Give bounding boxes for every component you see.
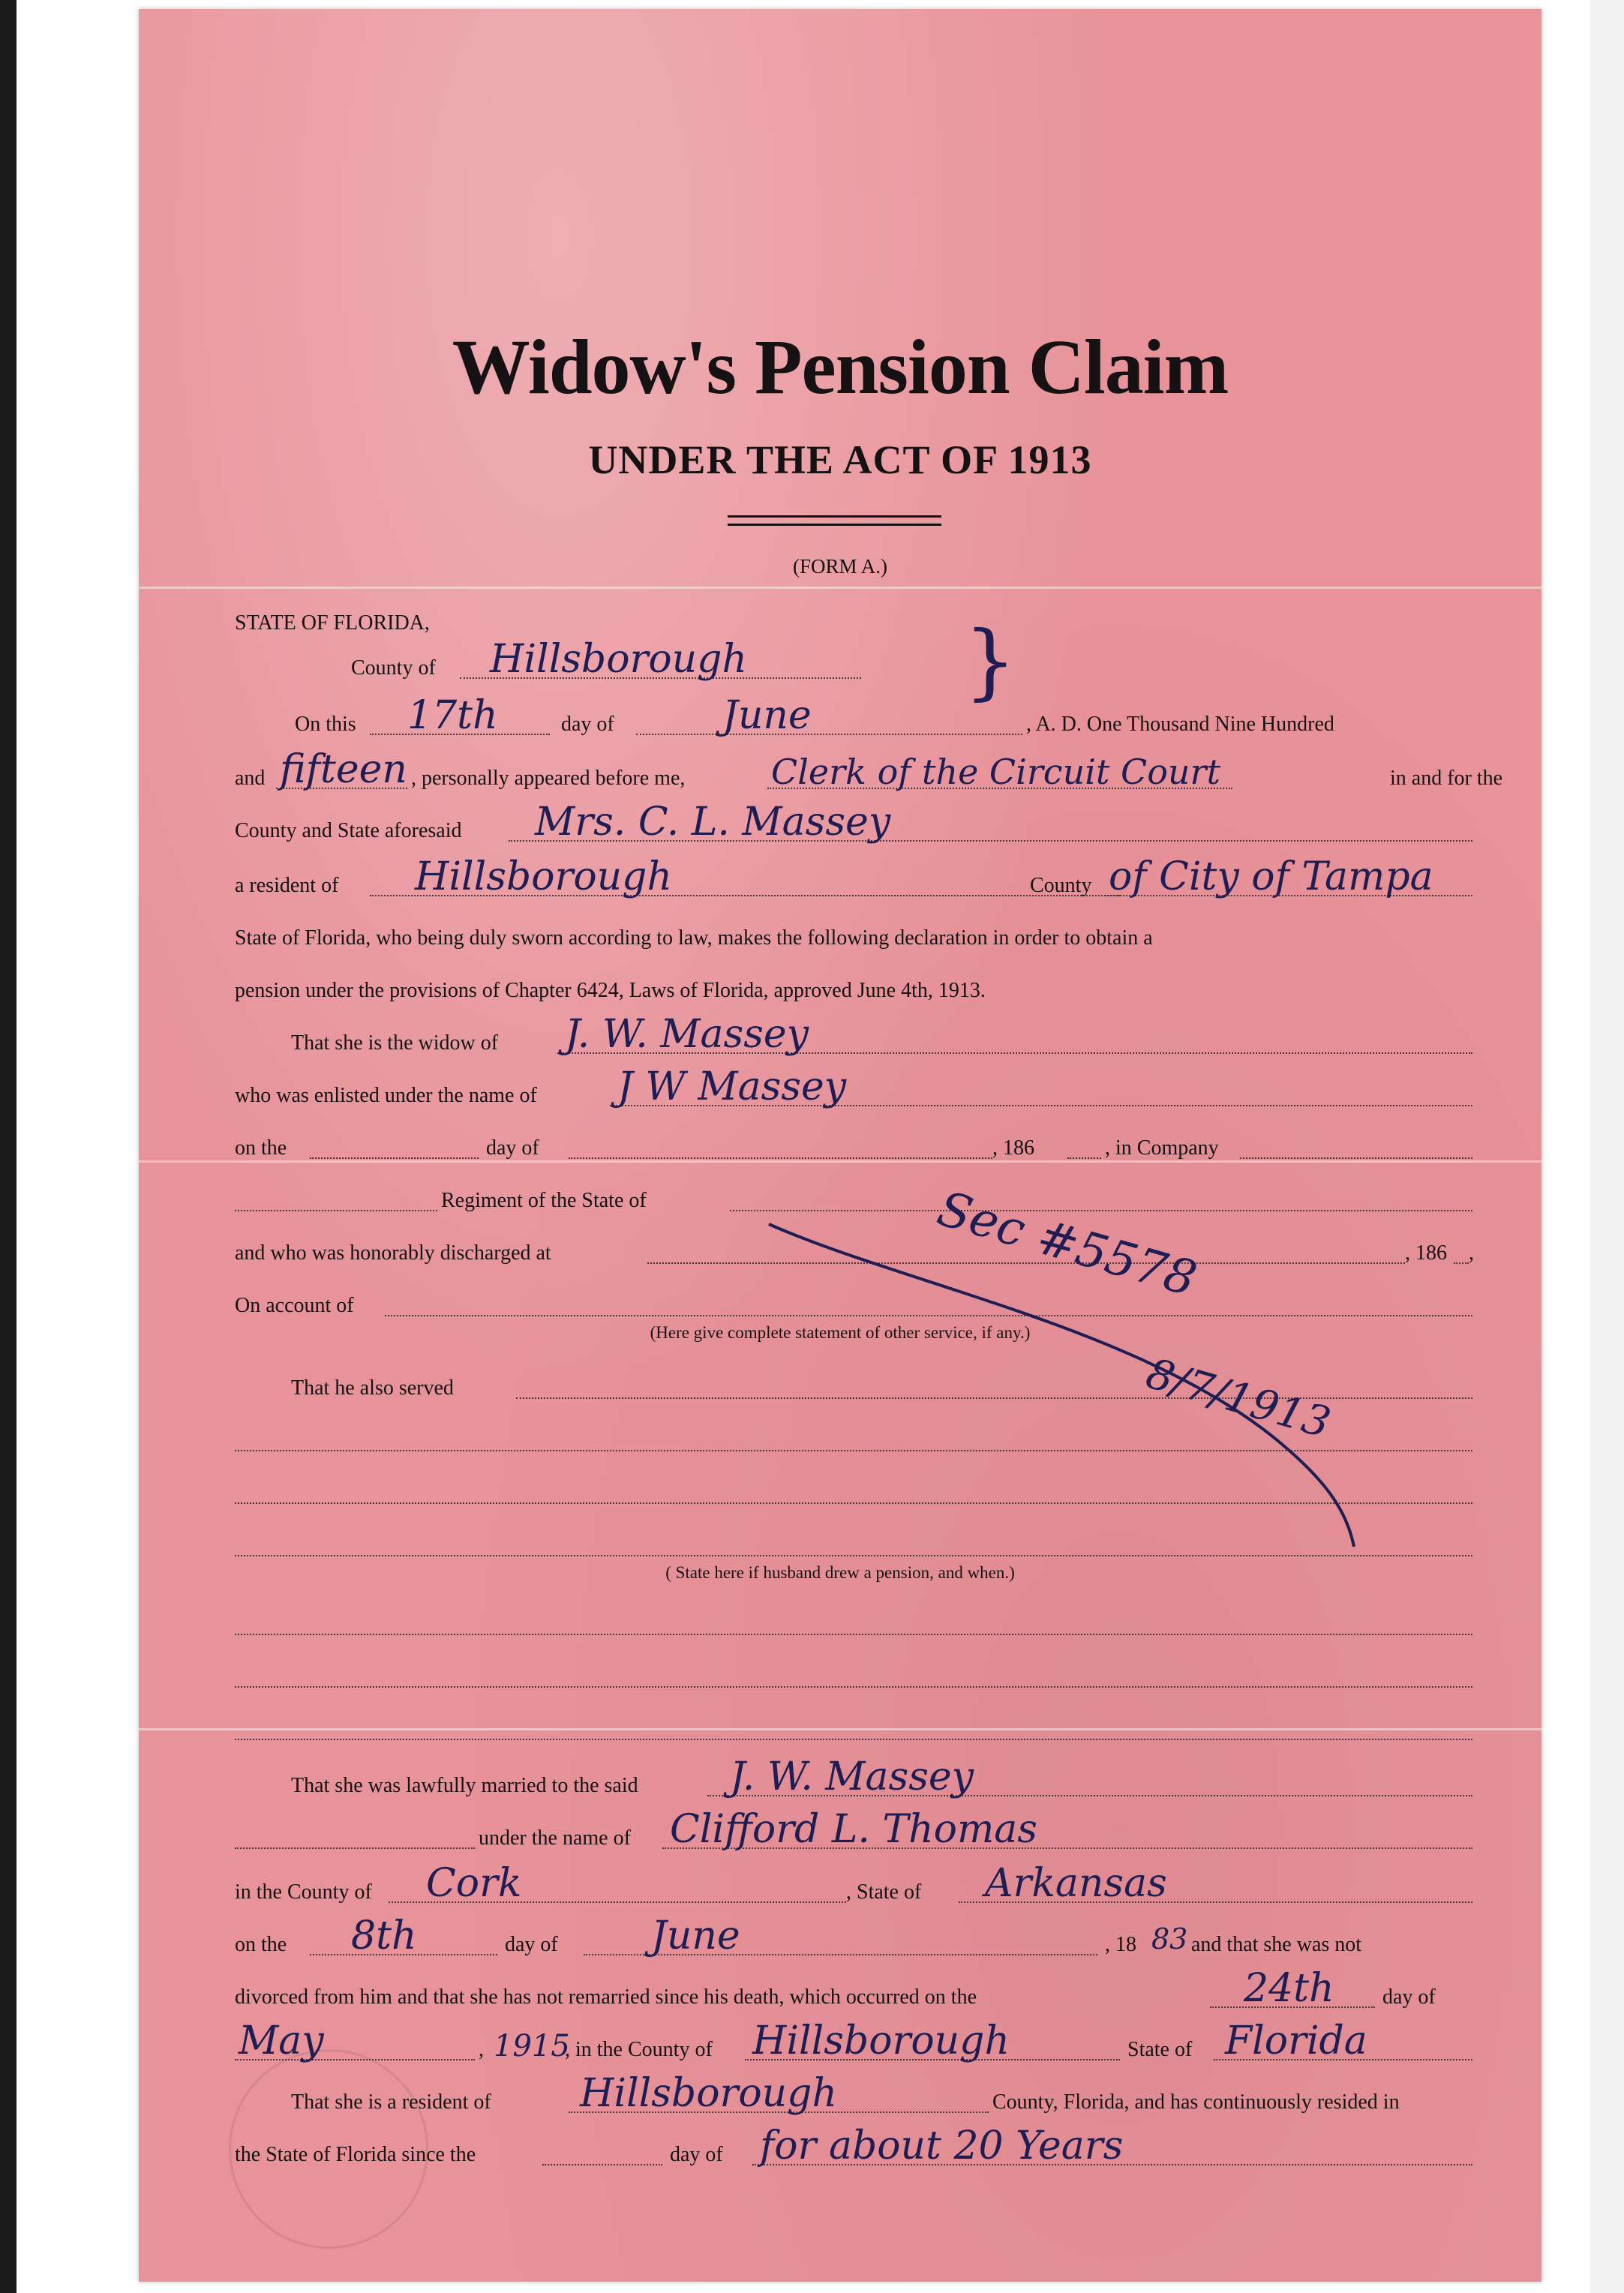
marriage-place-row: [235, 1861, 1472, 1907]
resident-county-field[interactable]: Hillsborough: [415, 854, 672, 899]
county-word: County: [1030, 874, 1092, 897]
resident-row: [235, 854, 1472, 901]
day-of-label: day of: [505, 1933, 558, 1956]
claimant-field[interactable]: Mrs. C. L. Massey: [535, 800, 891, 845]
date-row: [235, 693, 1472, 740]
in-county-label: in the County of: [235, 1880, 372, 1904]
discharged-label: and who was honorably discharged at: [235, 1241, 551, 1265]
day-field[interactable]: 17th: [407, 693, 498, 738]
month-field-line: [636, 734, 1022, 735]
also-served-label: That he also served: [291, 1376, 454, 1400]
faint-seal-impression: [229, 2049, 428, 2249]
marriage-county-field[interactable]: Cork: [426, 1861, 522, 1906]
state-of-label: , State of: [846, 1880, 922, 1904]
enlist-day-line: [310, 1157, 479, 1159]
death-year-field[interactable]: 1915: [494, 2029, 570, 2063]
death-county-field[interactable]: Hillsborough: [752, 2018, 1010, 2063]
county-field[interactable]: Hillsborough: [490, 637, 747, 682]
and-label: and: [235, 767, 266, 790]
registration-annotation: [754, 1181, 1429, 1618]
county-label: County of: [351, 656, 436, 680]
on-account-label: On account of: [235, 1294, 354, 1317]
death-day-field[interactable]: 24th: [1244, 1966, 1334, 2011]
resident-of-label: a resident of: [235, 874, 339, 897]
enlisted-label: who was enlisted under the name of: [235, 1084, 537, 1107]
appeared-text: , personally appeared before me,: [411, 767, 686, 790]
discharge-year-line: [1454, 1262, 1469, 1264]
blank-line: [235, 1634, 1472, 1635]
enlisted-field[interactable]: J W Massey: [617, 1064, 847, 1109]
declaration-text: pension under the provisions of Chapter 6424, Laws of Florida, approved June 4th, 1913.: [235, 979, 986, 1002]
pension-form-page: [139, 9, 1541, 2282]
day-of-label: day of: [561, 713, 614, 736]
on-the-label: on the: [235, 1136, 287, 1160]
death-year-prefix: ,: [479, 2038, 484, 2061]
on-this-label: On this: [295, 713, 356, 736]
company-field-line: [1240, 1157, 1472, 1159]
scan-right-margin: [1590, 0, 1624, 2293]
marriage-year-field[interactable]: 83: [1151, 1922, 1188, 1955]
scan-left-border: [0, 0, 17, 2293]
official-field[interactable]: Clerk of the Circuit Court: [771, 752, 1221, 792]
year-18-label: , 18: [1105, 1933, 1136, 1956]
aforesaid-label: County and State aforesaid: [235, 819, 462, 842]
married-husband-field[interactable]: J. W. Massey: [730, 1754, 974, 1799]
regiment-field-line: [235, 1210, 437, 1211]
on-the-label: on the: [235, 1933, 287, 1956]
form-title: Widow's Pension Claim: [452, 324, 1229, 410]
in-and-for-label: in and for the: [1390, 767, 1503, 790]
pension-note: ( State here if husband drew a pension, and when.): [665, 1563, 1015, 1582]
marriage-month-field[interactable]: June: [651, 1913, 740, 1958]
residence-since-field[interactable]: for about 20 Years: [760, 2123, 1124, 2168]
form-label: (FORM A.): [792, 555, 888, 578]
marriage-day-field[interactable]: 8th: [351, 1913, 417, 1958]
enlist-year-line: [1067, 1157, 1101, 1159]
maiden-prefix-line: [235, 1847, 475, 1849]
death-place-row: [235, 2018, 1472, 2065]
day-of-label: day of: [1382, 1985, 1436, 2009]
resident-of-label: That she is a resident of: [291, 2090, 491, 2114]
declaration-row: [235, 920, 1472, 953]
fold-line: [139, 587, 1541, 589]
stamp-number: Sec #5578: [931, 1181, 1202, 1308]
widow-of-label: That she is the widow of: [291, 1031, 499, 1055]
state-of-label: State of: [1127, 2038, 1193, 2061]
ad-text: , A. D. One Thousand Nine Hundred: [1026, 713, 1334, 736]
year-186-label: , 186: [992, 1136, 1034, 1160]
month-field[interactable]: June: [722, 693, 812, 738]
divorced-text: divorced from him and that she has not remarried since his death, which occurred on the: [235, 1985, 977, 2009]
day-of-label: day of: [670, 2143, 723, 2166]
death-state-field[interactable]: Florida: [1225, 2018, 1367, 2063]
enlistment-date-row: [235, 1130, 1472, 1163]
widow-row: [235, 1012, 1472, 1058]
residence-county-field[interactable]: Hillsborough: [580, 2071, 837, 2116]
appeared-row: [235, 747, 1503, 794]
aforesaid-row: [235, 800, 1472, 846]
discharge-year-label: , 186: [1405, 1241, 1447, 1265]
death-row: [235, 1966, 1472, 2012]
enlist-month-line: [569, 1157, 992, 1159]
blank-row: [235, 1712, 1472, 1745]
title-rule: [728, 524, 941, 526]
service-note: (Here give complete statement of other service, if any.): [650, 1323, 1031, 1342]
declaration-row: [235, 973, 1472, 1006]
stamp-date: 8/7/1913: [1140, 1349, 1336, 1448]
blank-line: [235, 1686, 1472, 1688]
discharge-comma: ,: [1469, 1241, 1474, 1265]
blank-line: [235, 1739, 1472, 1740]
state-heading: STATE OF FLORIDA,: [235, 611, 430, 635]
maiden-name-field[interactable]: Clifford L. Thomas: [670, 1807, 1037, 1852]
marriage-date-row: [235, 1913, 1472, 1960]
declaration-text: State of Florida, who being duly sworn according to law, makes the following declaration in order to obtain a: [235, 926, 1153, 950]
marriage-state-field[interactable]: Arkansas: [985, 1861, 1167, 1906]
county-row: [235, 637, 1472, 683]
blank-row: [235, 1659, 1472, 1692]
enlisted-row: [235, 1064, 1472, 1111]
in-county-label: , in the County of: [565, 2038, 713, 2061]
married-label: That she was lawfully married to the said: [291, 1774, 638, 1797]
title-rule: [728, 515, 941, 518]
county-brace: }: [964, 613, 1016, 709]
maiden-name-row: [235, 1807, 1472, 1853]
city-field[interactable]: of City of Tampa: [1109, 854, 1433, 899]
death-month-field[interactable]: May: [239, 2018, 324, 2063]
state-row: [235, 605, 1472, 638]
state-since-label: the State of Florida since the: [235, 2143, 476, 2166]
husband-field[interactable]: J. W. Massey: [565, 1012, 809, 1057]
regiment-label: Regiment of the State of: [441, 1189, 647, 1212]
year-field[interactable]: fifteen: [280, 747, 407, 792]
in-company-label: , in Company: [1105, 1136, 1219, 1160]
under-name-label: under the name of: [479, 1826, 631, 1850]
married-row: [235, 1754, 1472, 1801]
form-subtitle: UNDER THE ACT OF 1913: [588, 437, 1092, 482]
since-day-line: [542, 2164, 662, 2165]
county-florida-text: County, Florida, and has continuously resided in: [992, 2090, 1400, 2114]
day-of-label: day of: [486, 1136, 539, 1160]
not-divorced-text: and that she was not: [1191, 1933, 1362, 1956]
